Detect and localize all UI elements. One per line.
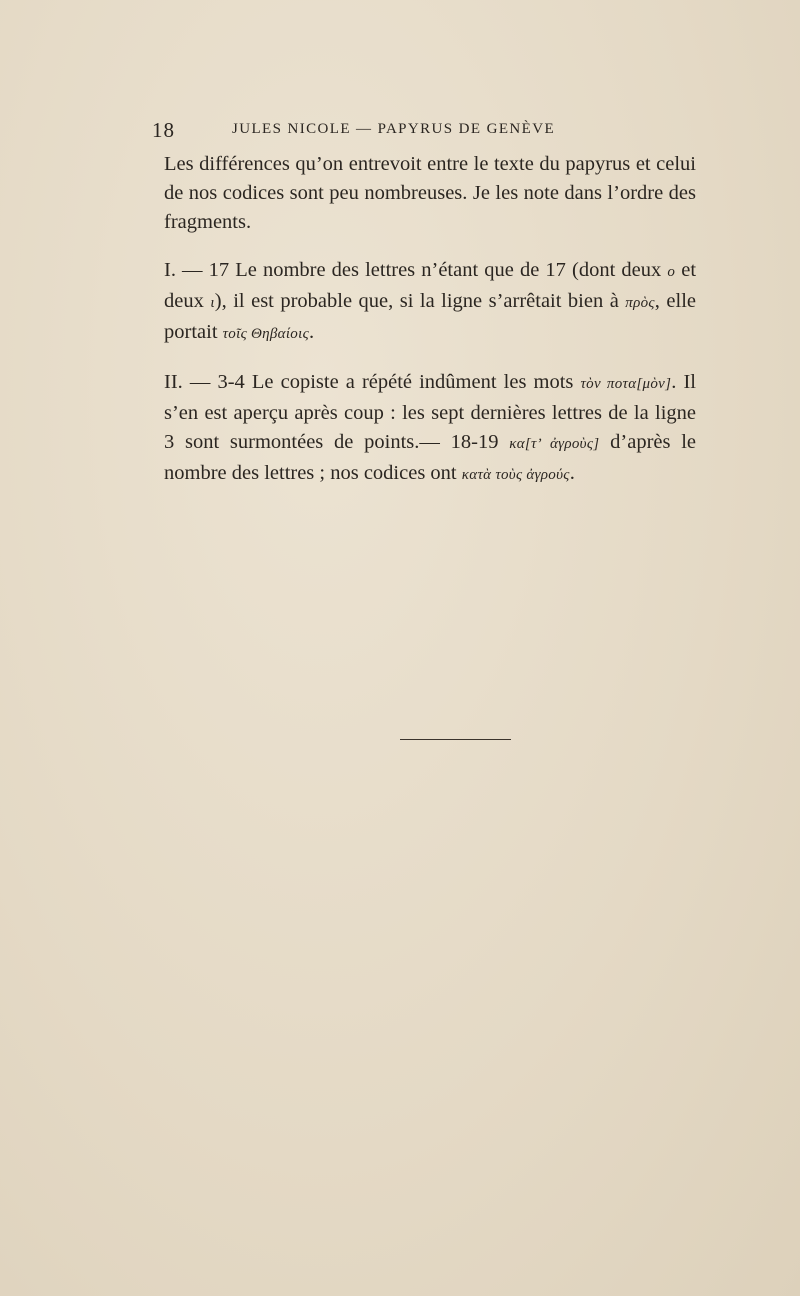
page-number: 18 (152, 118, 175, 142)
body-text (164, 150, 696, 490)
running-title: JULES NICOLE — PAPYRUS DE GENÈVE (232, 121, 556, 137)
note-1-text-e: . (308, 321, 315, 343)
greek-iota: ι (210, 295, 215, 311)
note-1-text-c: ), il est probable que, si la ligne s’arrêtait bien à (214, 290, 626, 312)
running-head (152, 118, 670, 144)
note-1-text-d: , elle portait (164, 290, 696, 343)
paragraph-note-1 (164, 256, 696, 349)
greek-tois-thebaiois: τοῖς Θηβαίοις (222, 326, 309, 342)
paragraph-note-2 (164, 368, 696, 490)
note-1-text-b: et deux (164, 259, 697, 312)
section-rule (400, 739, 511, 740)
note-2-text-c: d’après le nombre des lettres ; nos codices ont (164, 431, 697, 484)
note-2-text-b: . Il s’en est aperçu après coup : les sept dernières lettres de la ligne 3 sont surmontées de points.— 18-19 (164, 371, 696, 453)
note-2-text-a: II. — 3-4 Le copiste a répété indûment les mots (164, 371, 581, 393)
paragraph-intro: Les différences qu’on entrevoit entre le texte du papyrus et celui de nos codices sont peu nombreuses. Je les note dans l’ordre des fragments. (164, 153, 696, 233)
greek-pros: πρὸς (625, 295, 655, 311)
greek-omicron: ο (667, 264, 676, 280)
note-2-text-d: . (569, 462, 575, 484)
note-1-text-a: I. — 17 Le nombre des lettres n’étant que de 17 (dont deux (164, 259, 668, 281)
greek-ton-potamon: τὸν ποτα[μὸν] (580, 376, 672, 392)
greek-kata-tous-agrous: κατὰ τοὺς ἀγρούς (461, 467, 570, 483)
greek-kat-agrous: κα[τ’ ἀγροὺς] (509, 436, 600, 452)
